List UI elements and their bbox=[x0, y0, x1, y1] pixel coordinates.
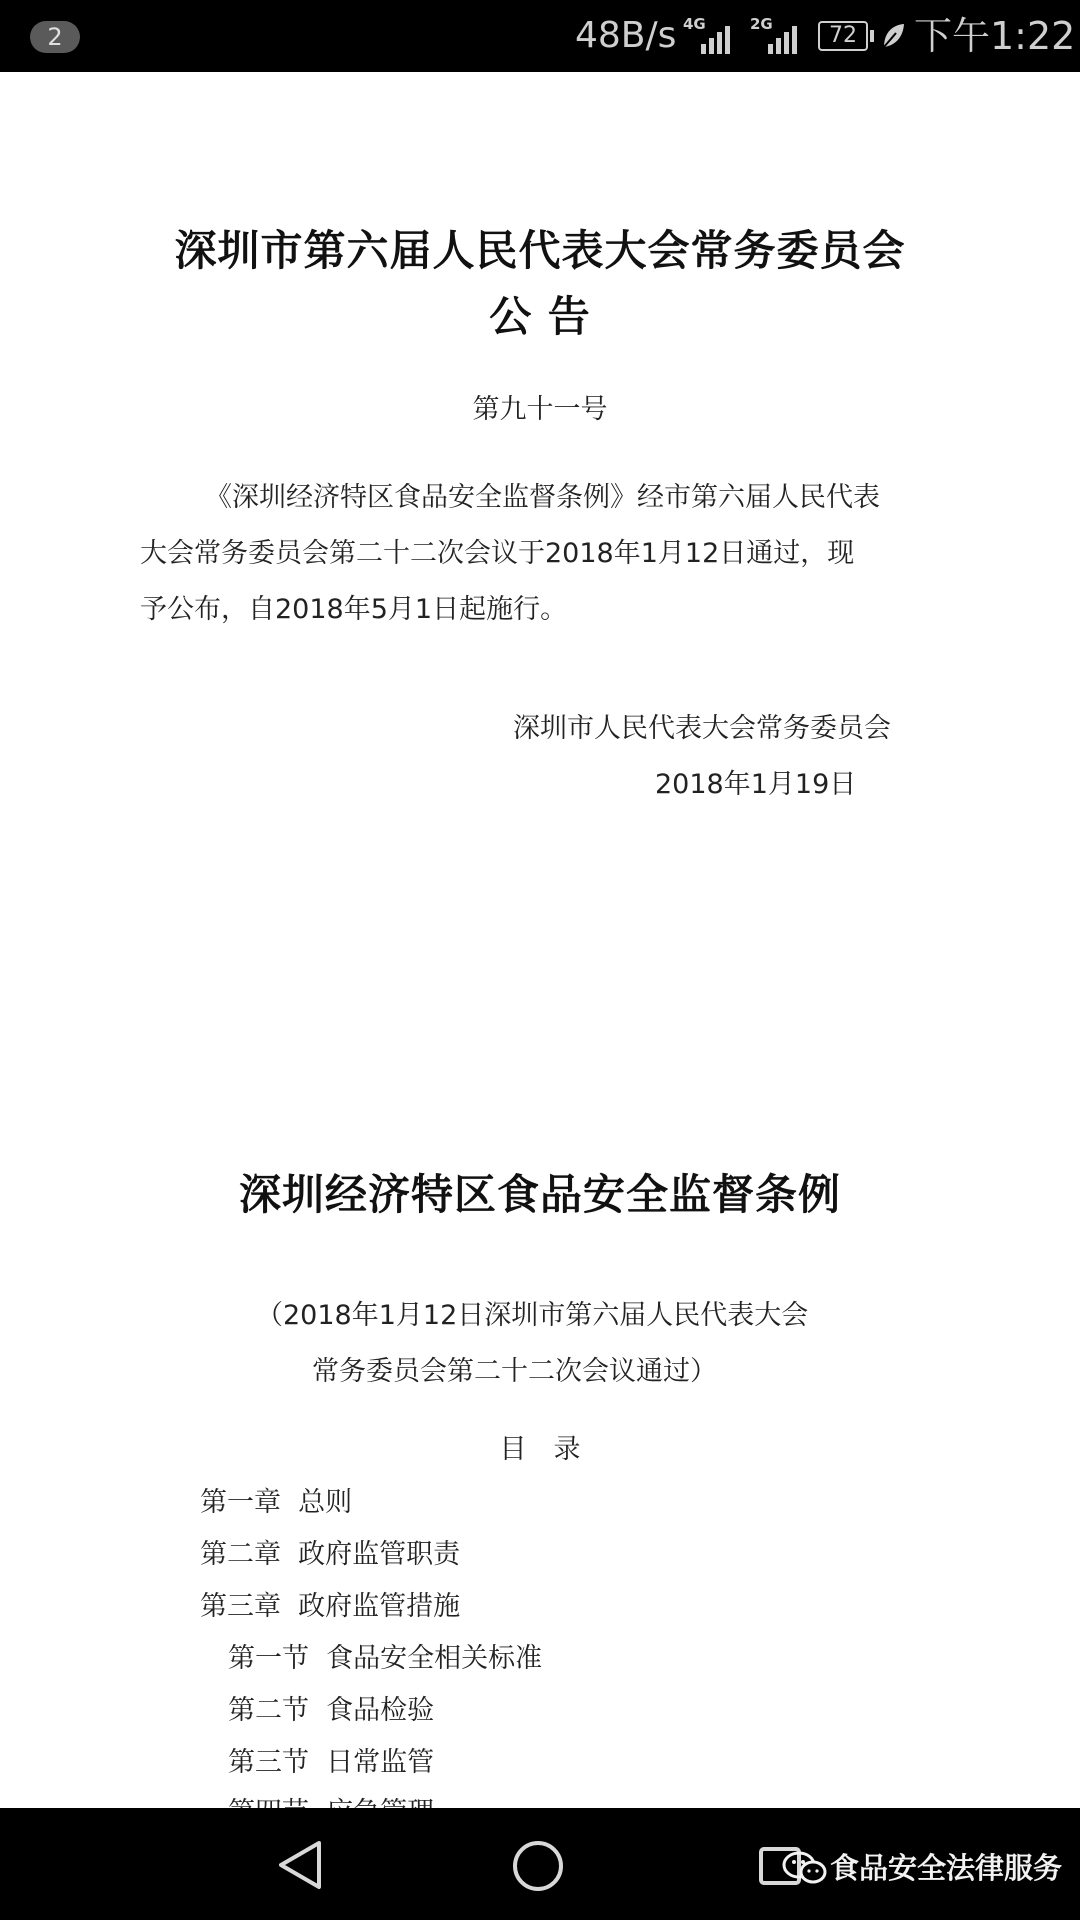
circle-home-icon[interactable] bbox=[513, 1841, 563, 1891]
toc-item-title: 政府监管职责 bbox=[298, 1539, 461, 1570]
status-time: 下午1:22 bbox=[914, 14, 1076, 58]
toc-item-title: 总则 bbox=[298, 1487, 353, 1518]
toc-item-label: 第二节 bbox=[228, 1695, 309, 1726]
toc-item-title: 食品安全相关标准 bbox=[326, 1643, 543, 1674]
toc-item-label: 第一节 bbox=[228, 1643, 309, 1674]
announcement-date: 2018年1月19日 bbox=[655, 769, 857, 800]
signal-type-label: 4G bbox=[683, 15, 706, 33]
toc-item-title: 食品检验 bbox=[326, 1695, 435, 1726]
toc-item-label: 第三章 bbox=[200, 1591, 281, 1622]
toc-item[interactable] bbox=[200, 1532, 460, 1571]
signal-2g-icon bbox=[750, 16, 810, 56]
announcement-body-line: 大会常务委员会第二十二次会议于2018年1月12日通过，现 bbox=[140, 538, 855, 569]
toc-item-title: 政府监管措施 bbox=[298, 1591, 461, 1622]
signal-4g-icon bbox=[683, 16, 743, 56]
power-saving-leaf-icon bbox=[880, 21, 906, 51]
toc-subitem[interactable] bbox=[228, 1740, 434, 1779]
network-speed: 48B/s bbox=[575, 15, 677, 56]
toc-item-label: 第二章 bbox=[200, 1539, 281, 1570]
toc-item[interactable] bbox=[200, 1480, 352, 1519]
regulation-title: 深圳经济特区食品安全监督条例 bbox=[238, 1170, 841, 1219]
signal-type-label: 2G bbox=[750, 15, 773, 33]
announcement-number: 第九十一号 bbox=[472, 394, 608, 425]
battery-icon: 72 bbox=[818, 21, 868, 51]
announcement-body-line: 《深圳经济特区食品安全监督条例》经市第六届人民代表 bbox=[205, 482, 880, 513]
toc-item-label: 第一章 bbox=[200, 1487, 281, 1518]
announcement-heading: 公 告 bbox=[489, 292, 591, 341]
toc-subitem[interactable] bbox=[228, 1636, 542, 1675]
notification-count-badge[interactable]: 2 bbox=[30, 21, 80, 53]
triangle-back-icon[interactable] bbox=[275, 1838, 325, 1892]
navigation-bar bbox=[0, 1808, 1080, 1920]
battery-tip bbox=[870, 30, 874, 42]
announcement-body-line: 予公布，自2018年5月1日起施行。 bbox=[140, 594, 568, 625]
wechat-icon bbox=[782, 1850, 828, 1886]
regulation-note-line: 常务委员会第二十二次会议通过） bbox=[312, 1356, 717, 1387]
watermark-text: 食品安全法律服务 bbox=[830, 1851, 1063, 1885]
regulation-note-line: （2018年1月12日深圳市第六届人民代表大会 bbox=[256, 1300, 809, 1331]
toc-subitem[interactable] bbox=[228, 1688, 434, 1727]
toc-item-label: 第三节 bbox=[228, 1747, 309, 1778]
status-bar bbox=[0, 0, 1080, 72]
toc-item[interactable] bbox=[200, 1584, 460, 1623]
document-view[interactable] bbox=[0, 72, 1080, 1808]
toc-heading: 目 录 bbox=[499, 1434, 581, 1465]
toc-item-title: 日常监管 bbox=[326, 1747, 435, 1778]
signature-line: 深圳市人民代表大会常务委员会 bbox=[513, 713, 891, 744]
issuer-title: 深圳市第六届人民代表大会常务委员会 bbox=[174, 226, 906, 275]
